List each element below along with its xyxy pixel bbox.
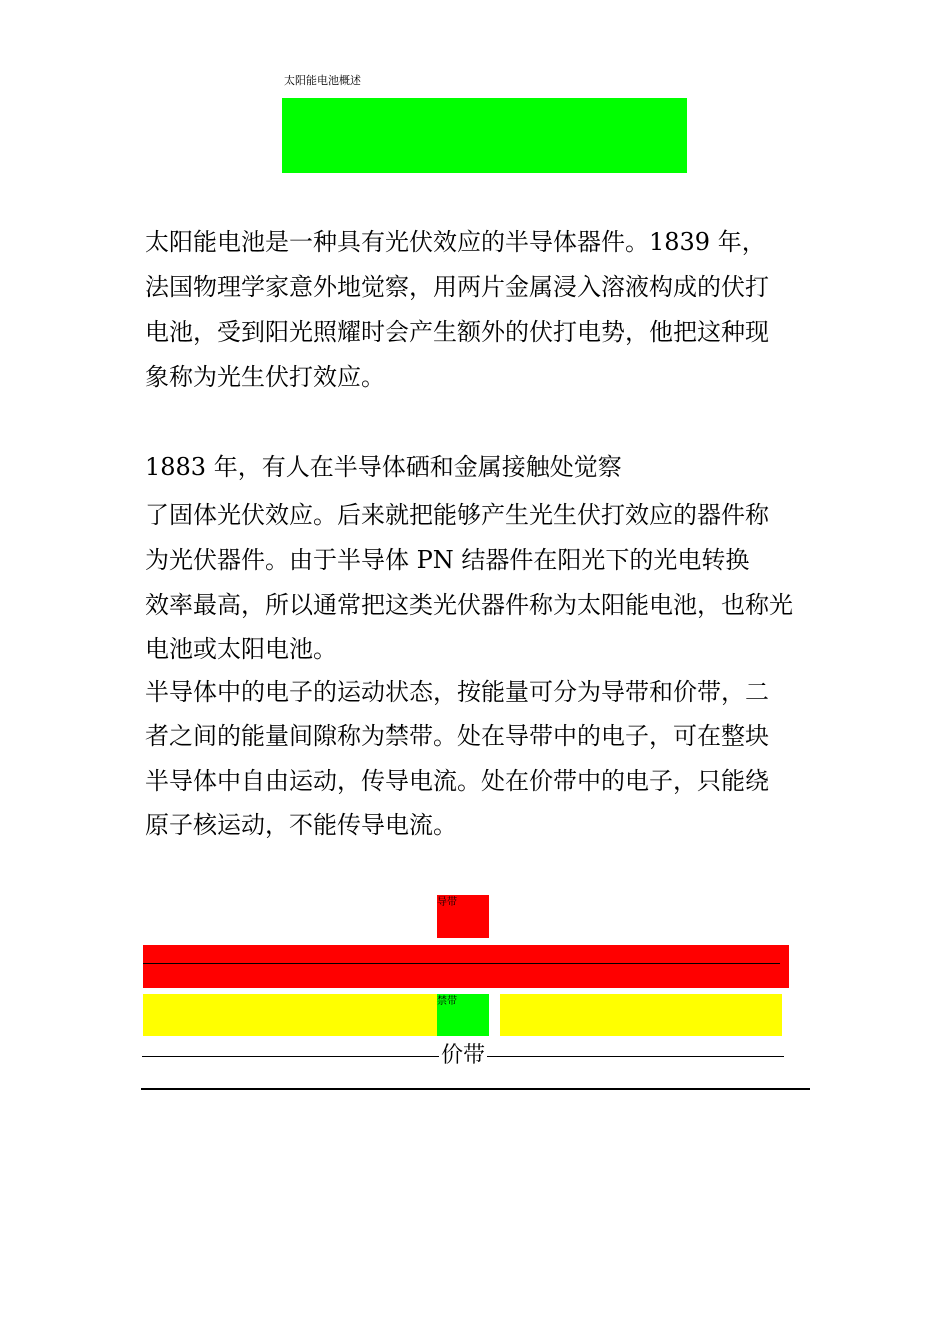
valence-band-line [142, 1041, 784, 1071]
paragraph-2-line-3: 为光伏器件。由于半导体 PN 结器件在阳光下的光电转换 [145, 546, 750, 574]
valence-band-dash-left [142, 1056, 439, 1057]
paragraph-2-line-2: 了固体光伏效应。后来就把能够产生光生伏打效应的器件称 [145, 501, 769, 529]
valence-band-dash-right [487, 1056, 784, 1057]
green-banner [282, 98, 687, 173]
document-title: 太阳能电池概述 [284, 74, 361, 87]
paragraph-3-line-3: 半导体中自由运动，传导电流。处在价带中的电子，只能绕 [145, 767, 769, 795]
paragraph-1-line-4: 象称为光生伏打效应。 [145, 363, 385, 391]
paragraph-1-line-2: 法国物理学家意外地觉察，用两片金属浸入溶液构成的伏打 [145, 273, 769, 301]
conduction-band-bar [143, 945, 789, 988]
valence-band-label: 价带 [441, 1043, 486, 1068]
forbidden-band-right [500, 994, 782, 1036]
paragraph-3-line-4: 原子核运动，不能传导电流。 [145, 811, 457, 839]
forbidden-band-left [143, 994, 437, 1036]
paragraph-1-line-1: 太阳能电池是一种具有光伏效应的半导体器件。1839 年， [145, 228, 766, 256]
paragraph-2-line-1: 1883 年，有人在半导体硒和金属接触处觉察 [145, 453, 622, 481]
paragraph-2-line-4: 效率最高，所以通常把这类光伏器件称为太阳能电池，也称光 [145, 591, 793, 619]
paragraph-3-line-1: 半导体中的电子的运动状态，按能量可分为导带和价带，二 [145, 678, 769, 706]
conduction-band-label: 导带 [437, 897, 457, 908]
forbidden-band-label: 禁带 [437, 996, 457, 1007]
paragraph-2-line-5: 电池或太阳电池。 [145, 635, 337, 663]
paragraph-3-line-2: 者之间的能量间隙称为禁带。处在导带中的电子，可在整块 [145, 722, 769, 750]
paragraph-1-line-3: 电池，受到阳光照耀时会产生额外的伏打电势，他把这种现 [145, 318, 769, 346]
conduction-band-line [143, 963, 780, 964]
bottom-rule [141, 1088, 810, 1090]
